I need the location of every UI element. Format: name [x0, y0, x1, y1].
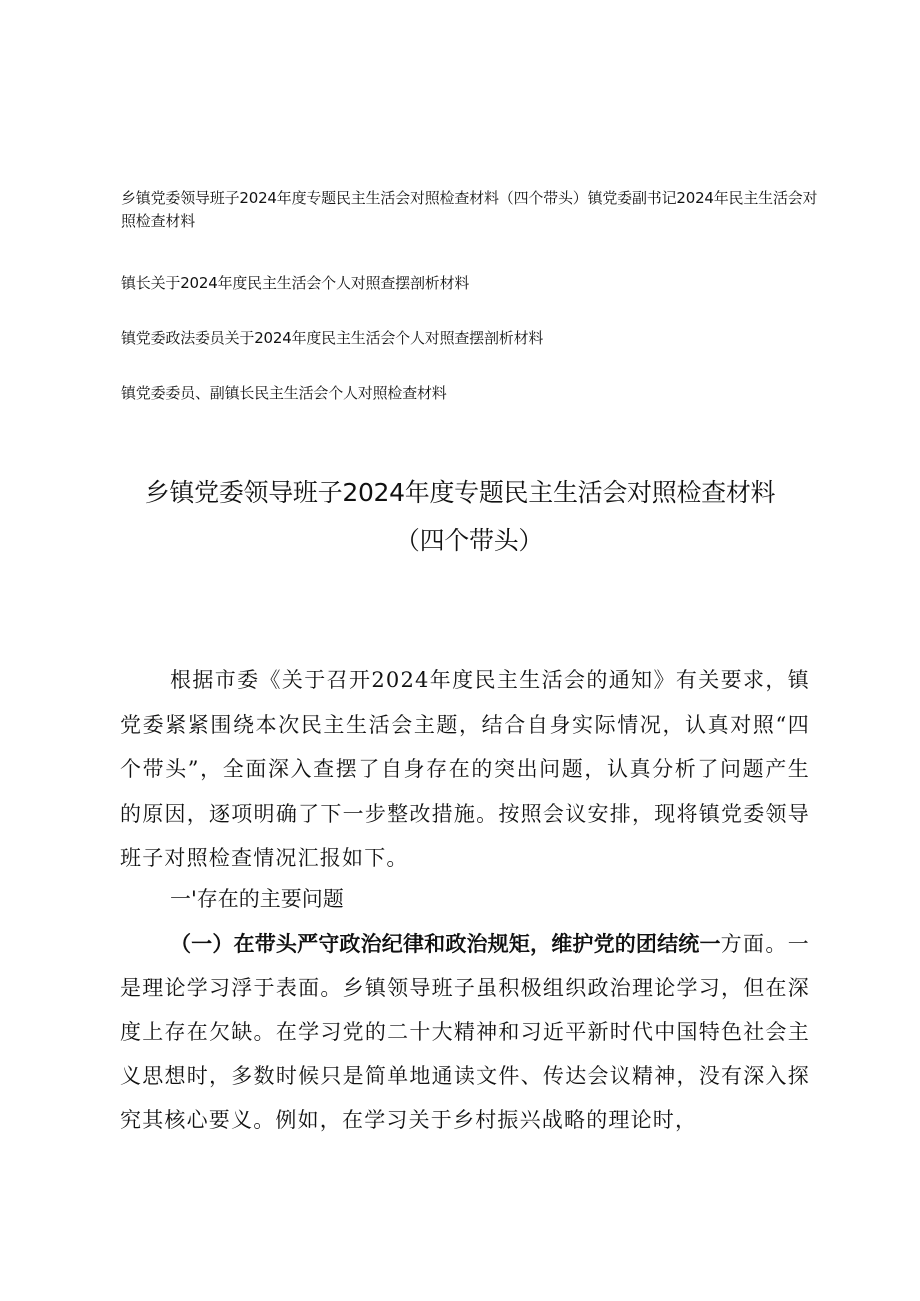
subsection-1-block — [120, 922, 810, 1142]
intro-paragraph: 根据市委《关于召开2024年度民主生活会的通知》有关要求，镇党委紧紧围绕本次民主生活会主题，结合自身实际情况，认真对照“四个带头”，全面深入查摆了自身存在的突出问题，认真分析了问题产生的原因，逐项明确了下一步整改措施。按照会议安排，现将镇党委领导班子对照检查情况汇报如下。 — [120, 668, 810, 870]
subsection-1-text: 方面。一是理论学习浮于表面。乡镇领导班子虽积极组织政治理论学习，但在深度上存在欠缺。在学习党的二十大精神和习近平新时代中国特色社会主义思想时，多数时候只是简单地通读文件、传达会议精神，没有深入探究其核心要义。例如，在学习关于乡村振兴战略的理论时， — [120, 932, 810, 1132]
toc-item-1[interactable]: 乡镇党委领导班子2024年度专题民主生活会对照检查材料（四个带头）镇党委副书记2024年民主生活会对照检查材料 — [121, 189, 818, 230]
section-1-heading: 一'存在的主要问题 — [170, 887, 344, 911]
toc-item-4[interactable]: 镇党委委员、副镇长民主生活会个人对照检查材料 — [121, 384, 447, 402]
title-line-2: （四个带头） — [394, 526, 544, 555]
intro-paragraph-block — [120, 658, 810, 881]
subsection-1-heading: （一）在带头严守政治纪律和政治规矩，维护党的团结统一 — [170, 932, 721, 956]
toc-item-2[interactable]: 镇长关于2024年度民主生活会个人对照查摆剖析材料 — [121, 274, 470, 292]
toc-item-3[interactable]: 镇党委政法委员关于2024年度民主生活会个人对照查摆剖析材料 — [121, 329, 544, 347]
document-title — [0, 473, 920, 561]
table-of-contents — [121, 187, 821, 402]
title-line-1: 乡镇党委领导班子2024年度专题民主生活会对照检查材料 — [144, 478, 776, 507]
subsection-1-paragraph — [120, 922, 810, 1142]
